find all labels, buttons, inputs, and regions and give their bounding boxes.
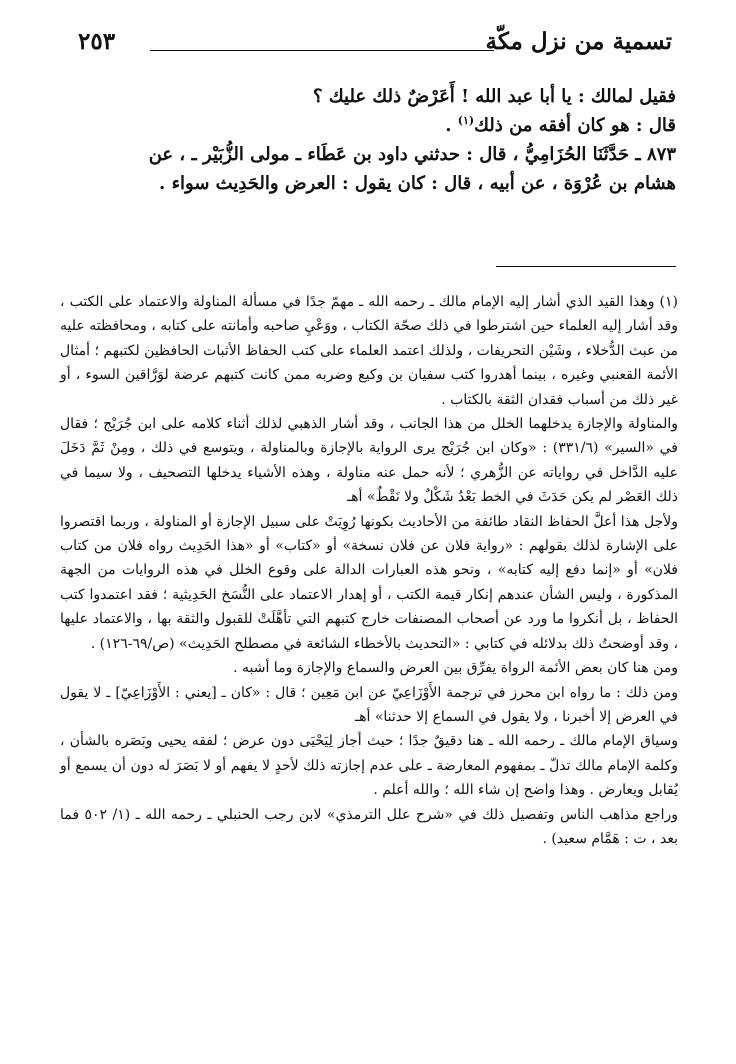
main-text bbox=[66, 82, 676, 198]
page-header bbox=[78, 28, 672, 68]
hadith-873-line-2: هشام بن عُرْوَة ، عن أبيه ، قال : كان يقول : العرض والحَدِيث سواء . bbox=[159, 173, 676, 194]
main-line: فقيل لمالك : يا أبا عبد الله ! أَعَرْضٌ ذلك عليك ؟ bbox=[313, 86, 676, 107]
header-rule bbox=[150, 50, 494, 51]
page-number: ٢٥٣ bbox=[78, 28, 116, 55]
hadith-873-line-1: ٨٧٣ ـ حَدَّثَنَا الحُزَامِيُّ ، قال : حدثني داود بن عَطَاء ـ مولى الزُّبَيْر ـ ، عن bbox=[148, 144, 676, 165]
footnote-paragraph: ومن ذلك : ما رواه ابن محرز في ترجمة الأَوْزَاعِيّ عن ابن مَعِين ؛ قال : «كان ـ [يعني : الأَوْزَاعِيّ] ـ لا يقول في العرض إلا أخبرنا ، ولا يقول في السماع إلا حدثنا» أهـ bbox=[60, 684, 678, 725]
main-line-text: قال : هو كان أفقه من ذلك bbox=[474, 115, 676, 136]
footnote-paragraph: والمناولة والإجازة يدخلهما الخلل من هذا الجانب ، وقد أشار الذهبي لذلك أثناء كلامه على ابن جُرَيْج ؛ فقال في «السير» (٣٣١/٦) : «وكان ابن جُرَيْج يرى الرواية بالإجازة وبالمناولة ، ويتوسع في ذلك ، ومِنْ ثَمَّ دَخَلَ عليه الدَّاخل في رواياته عن الزُّهري ؛ لأنه حمل عنه مناولة ، وهذه الأشياء يدخلها التصحيف ، ولا سيما في ذلك العَصْر لم يكن حَدَثَ في الخط بَعْدُ شَكْلٌ ولا نَقْطٌ» أهـ bbox=[60, 416, 678, 506]
footnote-separator bbox=[496, 266, 676, 267]
footnote-marker: (١) bbox=[457, 114, 475, 127]
running-title: تسمية من نزل مكّة bbox=[485, 28, 672, 55]
main-line bbox=[66, 111, 676, 140]
footnote-paragraph: ولأجل هذا أعلَّ الحفاظ النقاد طائفة من الأحاديث بكونها رُوِيَتْ على سبيل الإجازة أو المناولة ، وربما اقتصروا على الإشارة لذلك بقولهم : «رواية فلان عن فلان نسخة» أو «كتاب» أو «هذا الحَدِيث رواه فلان من كتاب فلان» أو «إنما دفع إليه كتابه» ، ونحو هذه العبارات الدالة على وقوع الخلل في هذه الروايات من الجهة المذكورة ، وليس الشأن عندهم إنكار قيمة الكتب ، أو إهدار الاعتماد على النُّسَخ الحَدِيثية ؛ فقد اعتمدوا كتب الحفاظ ، بل أنكروا ما ورد عن أصحاب المصنفات خارج كتبهم التي تأهَّلَتْ للقبول والثقة بها ، والاعتماد عليها ، وقد أوضحتُ ذلك بدلائله في كتابي : «التحديث بالأخطاء الشائعة في مصطلح الحَدِيث» (ص/٦٩-١٢٦) . bbox=[60, 513, 679, 652]
footnote-paragraph: (١) وهذا القيد الذي أشار إليه الإمام مالك ـ رحمه الله ـ مهمّ جدًا في مسألة المناولة والاعتماد على الكتب ، وقد أشار إليه العلماء حين اشترطوا في ذلك صحّة الكتاب ، ووَعْيِ صاحبه وأمانته على كتابه ، ومحافظته عليه من عبث الدُّخلاء ، وشَيْن التحريفات ، ولذلك اعتمد العلماء على كتب الحفاظ الأثبات الحافظين لكتبهم ؛ أمثال الأئمة القعنبي وغيره ، بينما أهدروا كتب سفيان بن وكيع وضربه ممن كانت كتبهم عرضة لوَرَّاقين السوء ، أو غير ذلك من أسباب فقدان الثقة بالكتاب . bbox=[60, 294, 678, 408]
footnotes bbox=[60, 290, 678, 851]
main-line-period: . bbox=[445, 115, 452, 136]
footnote-paragraph: ومن هنا كان بعض الأئمة الرواة يفرِّق بين العرض والسماع والإجازة وما أشبه . bbox=[233, 660, 678, 677]
footnote-paragraph: وسياق الإمام مالك ـ رحمه الله ـ هنا دقيقٌ جدًا ؛ حيث أجاز لِيَحْيَى دون عرض ؛ لفقه يحيى وبَصَره بالشأن ، وكلمة الإمام مالك تدلّ ـ بمفهوم المعارضة ـ على عدم إجازته ذلك لأحدٍ لا يفهم أو لا بَصَرَ له دون أن يسمع أو يُقابل ويعارض . وهذا واضح إن شاء الله ؛ والله أعلم . bbox=[60, 733, 678, 799]
footnote-paragraph: وراجع مذاهب الناس وتفصيل ذلك في «شرح علل الترمذي» لابن رجب الحنبلي ـ رحمه الله ـ (١/ ٥٠٢ فما بعد ، ت : هَمَّام سعيد) . bbox=[60, 806, 678, 847]
